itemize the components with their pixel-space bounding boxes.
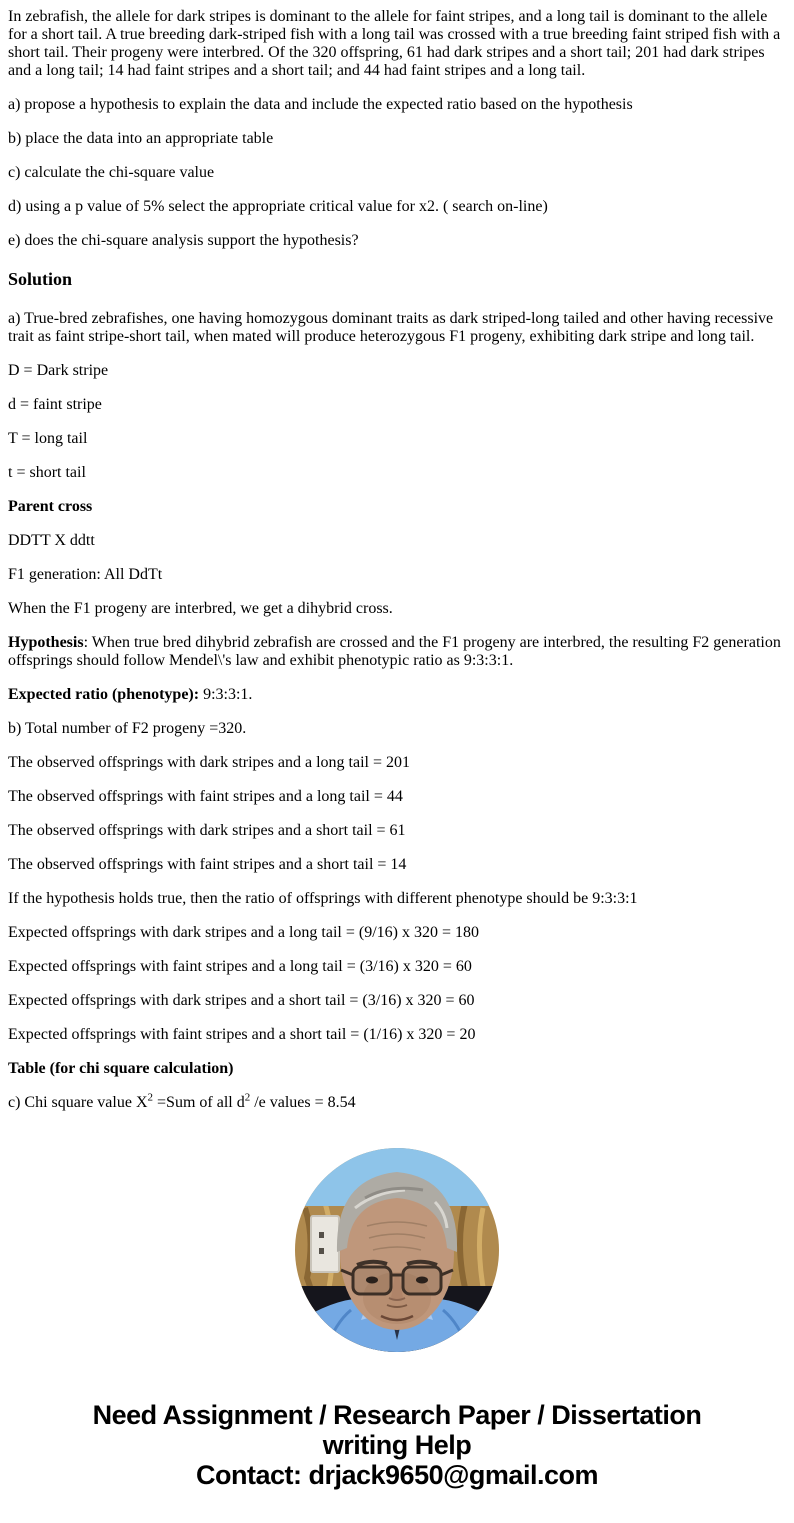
parent-cross-heading: Parent cross <box>8 498 93 515</box>
question-e: e) does the chi-square analysis support the hypothesis? <box>8 232 359 249</box>
chi-square-sup-1: 2 <box>147 1091 154 1104</box>
part-b-total-line: b) Total number of F2 progeny =320. <box>8 720 247 737</box>
question-c: c) calculate the chi-square value <box>8 164 215 181</box>
expected-ratio-paragraph <box>8 686 786 704</box>
footer-banner <box>8 1400 786 1490</box>
footer-contact-email: Contact: drjack9650@gmail.com <box>196 1460 598 1490</box>
allele-d-dominant: D = Dark stripe <box>8 362 109 379</box>
expected-ratio-text: 9:3:3:1. <box>199 686 253 703</box>
footer-line-1: Need Assignment / Research Paper / Dissertation <box>92 1400 702 1430</box>
hypothesis-lead: Hypothesis <box>8 634 84 651</box>
solution-part-a: a) True-bred zebrafishes, one having homozygous dominant traits as dark striped-long tailed and other having recessive trait as faint stripe-short tail, when mated will produce heterozygous F1 progeny, exhibiting dark stripe and long tail. <box>8 310 774 345</box>
avatar <box>8 1148 786 1352</box>
hypothesis-paragraph <box>8 634 786 670</box>
tutor-photo <box>295 1148 499 1352</box>
chi-square-text-3: /e values = 8.54 <box>250 1094 356 1111</box>
question-d: d) using a p value of 5% select the appropriate critical value for x2. ( search on-line) <box>8 198 548 215</box>
expected-faint-long: Expected offsprings with faint stripes and a long tail = (3/16) x 320 = 60 <box>8 958 472 975</box>
expected-ratio-lead: Expected ratio (phenotype): <box>8 686 200 703</box>
observed-faint-short: The observed offsprings with faint stripes and a short tail = 14 <box>8 856 407 873</box>
chi-square-line <box>8 1091 786 1112</box>
hypothesis-text: : When true bred dihybrid zebrafish are crossed and the F1 progeny are interbred, the resulting F2 generation offsprings should follow Mendel\'s law and exhibit phenotypic ratio as 9:3:3:1. <box>8 634 781 669</box>
allele-d-recessive: d = faint stripe <box>8 396 102 413</box>
interbred-line: When the F1 progeny are interbred, we get a dihybrid cross. <box>8 600 393 617</box>
expected-faint-short: Expected offsprings with faint stripes and a short tail = (1/16) x 320 = 20 <box>8 1026 476 1043</box>
parent-cross-line: DDTT X ddtt <box>8 532 95 549</box>
chi-square-text-1: c) Chi square value X <box>8 1094 148 1111</box>
observed-faint-long: The observed offsprings with faint stripes and a long tail = 44 <box>8 788 403 805</box>
allele-t-recessive: t = short tail <box>8 464 86 481</box>
expected-dark-long: Expected offsprings with dark stripes and a long tail = (9/16) x 320 = 180 <box>8 924 479 941</box>
chi-square-text-2: =Sum of all d <box>153 1094 245 1111</box>
chi-square-sup-2: 2 <box>244 1091 251 1104</box>
question-b: b) place the data into an appropriate table <box>8 130 274 147</box>
table-heading: Table (for chi square calculation) <box>8 1060 234 1077</box>
ratio-hypothesis-line: If the hypothesis holds true, then the ratio of offsprings with different phenotype should be 9:3:3:1 <box>8 890 638 907</box>
allele-t-dominant: T = long tail <box>8 430 88 447</box>
observed-dark-short: The observed offsprings with dark stripes and a short tail = 61 <box>8 822 406 839</box>
expected-dark-short: Expected offsprings with dark stripes and a short tail = (3/16) x 320 = 60 <box>8 992 475 1009</box>
observed-dark-long: The observed offsprings with dark stripes and a long tail = 201 <box>8 754 410 771</box>
f1-generation-line: F1 generation: All DdTt <box>8 566 163 583</box>
question-a: a) propose a hypothesis to explain the data and include the expected ratio based on the hypothesis <box>8 96 633 113</box>
intro-paragraph: In zebrafish, the allele for dark stripes is dominant to the allele for faint stripes, and a long tail is dominant to the allele for a short tail. A true breeding dark-striped fish with a long tail was crossed with a true breeding faint striped fish with a short tail. Their progeny were interbred. Of the 320 offspring, 61 had dark stripes and a short tail; 201 had dark stripes and a long tail; 14 had faint stripes and a short tail; and 44 had faint stripes and a long tail. <box>8 8 781 79</box>
solution-heading: Solution <box>8 269 73 289</box>
footer-line-2: writing Help <box>322 1430 472 1460</box>
